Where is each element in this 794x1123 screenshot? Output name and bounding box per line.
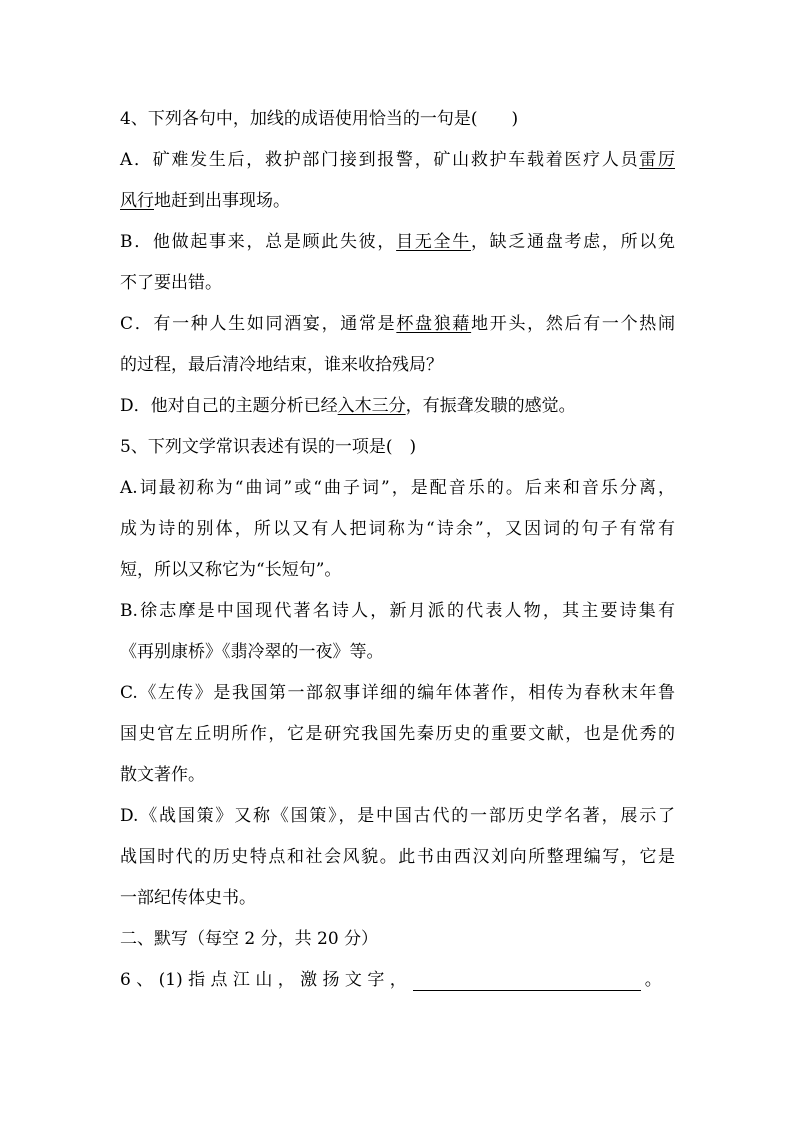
q5-option-b-line2: 《再别康桥》《翡冷翠的一夜》等。 bbox=[120, 642, 384, 662]
q4-b-text-post: ，缺乏通盘考虑，所以免 bbox=[470, 232, 676, 252]
q4-option-b-line2: 不了要出错。 bbox=[120, 273, 222, 293]
q4-option-d bbox=[120, 395, 675, 417]
q4-a-idiom-part2: 风行 bbox=[120, 191, 154, 211]
q6-text: 6 、 (1) 指 点 江 山 ， 激 扬 文 字 ， bbox=[120, 970, 407, 990]
section2-title: 二、默写（每空 2 分，共 20 分） bbox=[120, 929, 379, 949]
q5-option-c-line3: 散文著作。 bbox=[120, 765, 205, 785]
q5-option-a-line1: A.词最初称为“曲词”或“曲子词”，是配音乐的。后来和音乐分离， bbox=[120, 478, 675, 498]
q4-a-idiom-part1: 雷厉 bbox=[639, 150, 675, 170]
q4-option-c-line1 bbox=[120, 313, 675, 335]
q6-answer-blank[interactable] bbox=[413, 972, 641, 991]
q5-stem: 5、下列文学常识表述有误的一项是( ) bbox=[120, 437, 417, 457]
q4-c-text-post: 地开头，然后有一个热闹 bbox=[471, 314, 676, 334]
q5-option-a-line3: 短，所以又称它为“长短句”。 bbox=[120, 560, 342, 580]
q5-option-c-line1: C.《左传》是我国第一部叙事详细的编年体著作，相传为春秋末年鲁 bbox=[120, 683, 675, 703]
q4-a-text: A．矿难发生后，救护部门接到报警，矿山救护车载着医疗人员 bbox=[120, 150, 640, 170]
q5-option-d-line2: 战国时代的历史特点和社会风貌。此书由西汉刘向所整理编写，它是 bbox=[120, 847, 675, 867]
q6-line bbox=[120, 969, 675, 991]
q4-option-b-line1 bbox=[120, 231, 675, 253]
q4-option-a-line1 bbox=[120, 149, 675, 171]
q5-option-d-line3: 一部纪传体史书。 bbox=[120, 888, 256, 908]
q4-d-idiom: 入木三分 bbox=[337, 396, 406, 416]
q5-option-d-line1: D.《战国策》又称《国策》，是中国古代的一部历史学名著，展示了 bbox=[120, 806, 675, 826]
q4-option-c-line2: 的过程，最后清冷地结束，谁来收拾残局？ bbox=[120, 355, 443, 375]
q4-d-text: D．他对自己的主题分析已经 bbox=[120, 396, 338, 416]
q4-option-a-line2 bbox=[120, 190, 675, 212]
q5-option-b-line1: B.徐志摩是中国现代著名诗人，新月派的代表人物，其主要诗集有 bbox=[120, 601, 675, 621]
q5-option-c-line2: 国史官左丘明所作，它是研究我国先秦历史的重要文献，也是优秀的 bbox=[120, 724, 675, 744]
q4-a-text-end: 地赶到出事现场。 bbox=[154, 191, 290, 211]
q4-c-idiom: 杯盘狼藉 bbox=[396, 314, 472, 334]
q4-c-text: C．有一种人生如同酒宴，通常是 bbox=[120, 314, 397, 334]
q4-d-text-post: ，有振聋发聩的感觉。 bbox=[405, 396, 576, 416]
q5-option-a-line2: 成为诗的别体，所以又有人把词称为“诗余”，又因词的句子有常有 bbox=[120, 519, 675, 539]
q6-end-mark: 。 bbox=[644, 970, 662, 990]
q4-stem: 4、下列各句中，加线的成语使用恰当的一句是( ) bbox=[120, 109, 519, 129]
q4-b-idiom: 目无全牛 bbox=[396, 232, 471, 252]
q4-b-text: B．他做起事来，总是顾此失彼， bbox=[120, 232, 397, 252]
